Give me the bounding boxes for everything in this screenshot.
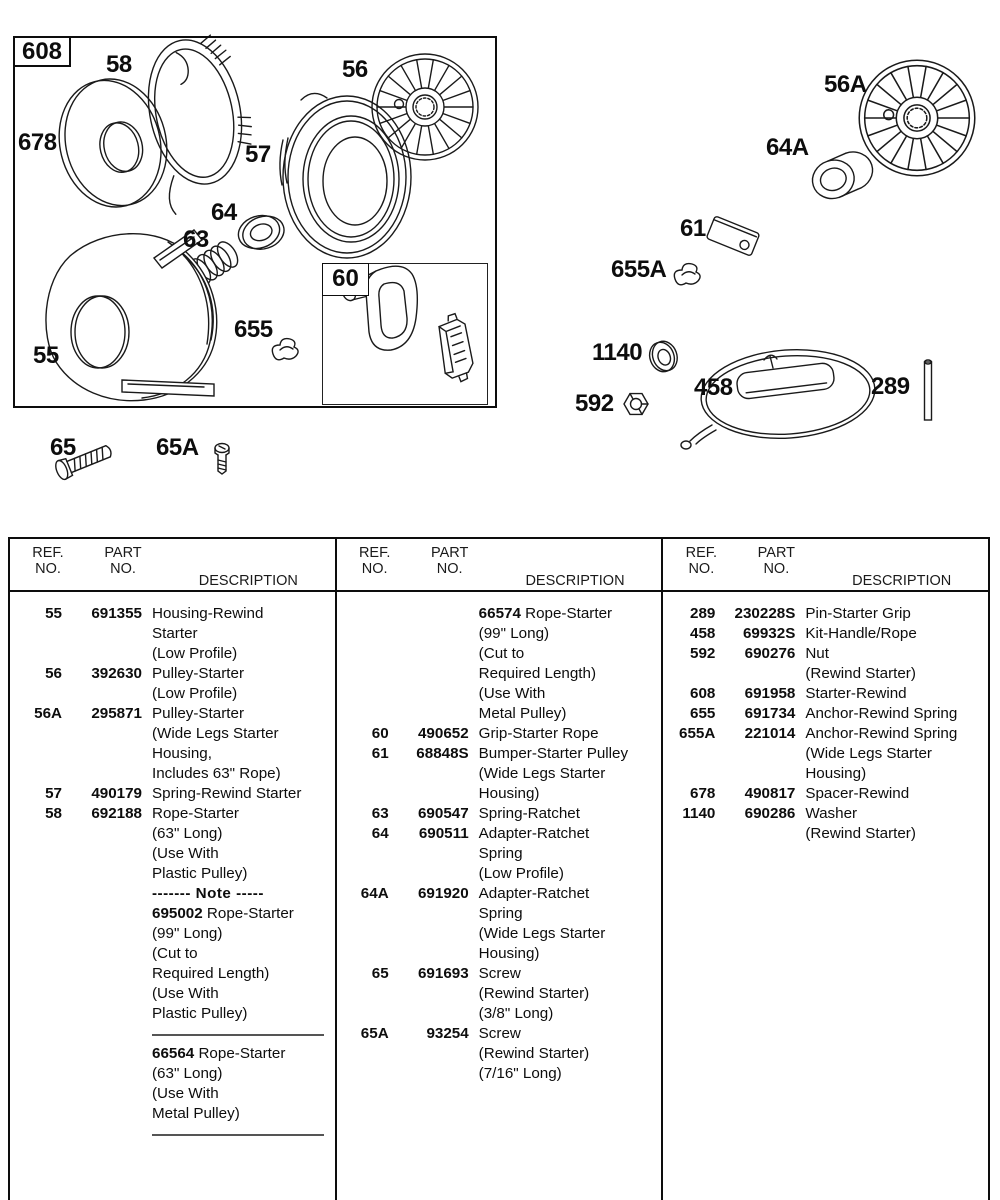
table-row (337, 964, 662, 984)
description: 66564 Rope-Starter (152, 1045, 286, 1062)
description: ------- Note ----- (152, 885, 264, 902)
ref-no (337, 844, 389, 864)
table-rule (10, 1124, 335, 1144)
part-no: 690276 (744, 645, 796, 662)
table-cont-line (337, 1064, 662, 1084)
table-row (337, 824, 662, 844)
part-no: 691693 (417, 965, 469, 982)
description: Adapter-Ratchet (478, 825, 590, 842)
table-cont-line (10, 1084, 335, 1104)
description: Anchor-Rewind Spring (805, 705, 958, 722)
table-header (10, 539, 335, 592)
part-no (389, 1004, 469, 1024)
ref-no (337, 864, 389, 884)
part-no: 691734 (744, 705, 796, 722)
part-no: 93254 (426, 1025, 469, 1042)
table-cont-line (10, 1004, 335, 1024)
part-no (62, 844, 142, 864)
table-column-3 (661, 539, 988, 1200)
ref-no: 58 (45, 805, 62, 822)
part-label-58: 58 (106, 51, 132, 78)
part-no: 68848S (416, 745, 469, 762)
part-label-65: 65 (50, 434, 76, 461)
ref-no (10, 824, 62, 844)
description: Bumper-Starter Pulley (478, 745, 629, 762)
ref-no (10, 924, 62, 944)
ref-no: 57 (45, 785, 62, 802)
table-cont-line (663, 664, 988, 684)
table-rule (10, 1024, 335, 1044)
description: (Rewind Starter) (805, 825, 916, 842)
table-row (663, 624, 988, 644)
part-no (62, 964, 142, 984)
part-no (62, 684, 142, 704)
table-cont-line (10, 1064, 335, 1084)
part-no (62, 924, 142, 944)
part-no (389, 1064, 469, 1084)
ref-no: 60 (371, 725, 389, 742)
header-description: DESCRIPTION (198, 573, 298, 589)
ref-no (663, 824, 715, 844)
description: (Low Profile) (478, 865, 564, 882)
ref-no (10, 684, 62, 704)
ref-no (10, 1044, 62, 1064)
ref-no (337, 1044, 389, 1064)
ref-no (10, 964, 62, 984)
ref-no (337, 704, 389, 724)
part-no: 691958 (744, 685, 796, 702)
part-label-61: 61 (680, 215, 706, 242)
part-label-64A: 64A (766, 134, 809, 161)
part-no (389, 984, 469, 1004)
ref-no: 655A (679, 725, 716, 742)
header-part-no: PART NO. (757, 545, 796, 577)
part-no (715, 824, 795, 844)
part-no: 690547 (417, 805, 469, 822)
ref-no (337, 924, 389, 944)
description: Plastic Pulley) (152, 865, 248, 882)
part-no: 490652 (417, 725, 469, 742)
part-no (389, 604, 469, 624)
part-no (715, 744, 795, 764)
table-cont-line (337, 644, 662, 664)
description: Required Length) (478, 665, 597, 682)
part-no (62, 644, 142, 664)
table-cont-line (10, 904, 335, 924)
ref-no: 64 (371, 825, 389, 842)
part-no: 221014 (744, 725, 796, 742)
part-no (389, 784, 469, 804)
description: Required Length) (152, 965, 270, 982)
part-no (389, 924, 469, 944)
part-no (389, 684, 469, 704)
description: (99" Long) (152, 925, 223, 942)
part-no (389, 944, 469, 964)
table-row (10, 804, 335, 824)
part-label-458: 458 (694, 374, 733, 401)
ref-no: 608 (690, 685, 716, 702)
table-row (663, 704, 988, 724)
description: 695002 Rope-Starter (152, 905, 294, 922)
part-no (62, 884, 142, 904)
table-row (10, 704, 335, 724)
description: Anchor-Rewind Spring (805, 725, 958, 742)
header-ref-no: REF. NO. (358, 545, 391, 577)
ref-no (337, 684, 389, 704)
table-cont-line (337, 1044, 662, 1064)
part-label-1140: 1140 (592, 339, 643, 366)
description: Spring (478, 845, 523, 862)
description: (Cut to (478, 645, 525, 662)
ref-no: 55 (45, 605, 62, 622)
ref-no: 64A (360, 885, 389, 902)
part-no (715, 764, 795, 784)
table-cont-line (337, 604, 662, 624)
ref-no: 56A (34, 705, 62, 722)
ref-no: 592 (690, 645, 716, 662)
part-label-678: 678 (18, 129, 57, 156)
header-description: DESCRIPTION (525, 573, 625, 589)
part-no (62, 624, 142, 644)
part-no (715, 664, 795, 684)
table-row (337, 724, 662, 744)
part-label-655: 655 (234, 316, 273, 343)
part-label-56A: 56A (824, 71, 867, 98)
table-row (663, 804, 988, 824)
ref-no: 56 (45, 665, 62, 682)
part-no: 230228S (734, 605, 796, 622)
table-column-1 (10, 539, 335, 1200)
description: Starter (152, 625, 198, 642)
description: Pin-Starter Grip (805, 605, 911, 622)
table-cont-line (663, 824, 988, 844)
ref-no (10, 1084, 62, 1104)
table-cont-line (10, 764, 335, 784)
part-no: 295871 (91, 705, 142, 722)
part-56A-pulley (859, 60, 975, 176)
diagram-area (0, 0, 1000, 530)
ref-no (10, 844, 62, 864)
description: Grip-Starter Rope (478, 725, 599, 742)
description: Pulley-Starter (152, 665, 245, 682)
ref-no (10, 744, 62, 764)
table-row (663, 684, 988, 704)
description: Spacer-Rewind (805, 785, 910, 802)
description: (Low Profile) (152, 645, 238, 662)
part-no (62, 764, 142, 784)
description: Housing-Rewind (152, 605, 264, 622)
description: Includes 63" Rope) (152, 765, 281, 782)
separator-line (152, 1034, 324, 1036)
description: Metal Pulley) (478, 705, 567, 722)
table-header (337, 539, 662, 592)
part-no: 69932S (742, 625, 796, 642)
header-part-no: PART NO. (104, 545, 142, 577)
ref-no: 678 (690, 785, 716, 802)
table-row (663, 644, 988, 664)
ref-no (10, 1004, 62, 1024)
description: (63" Long) (152, 1065, 223, 1082)
part-no (62, 824, 142, 844)
ref-no (663, 764, 715, 784)
description: Spring (478, 905, 523, 922)
part-no (389, 864, 469, 884)
description: (Rewind Starter) (478, 1045, 590, 1062)
description: Spring-Ratchet (478, 805, 580, 822)
table-cont-line (337, 944, 662, 964)
table-cont-line (10, 944, 335, 964)
description: Washer (805, 805, 858, 822)
part-no (389, 624, 469, 644)
description: (Cut to (152, 945, 198, 962)
description: (Rewind Starter) (805, 665, 916, 682)
table-cont-line (663, 744, 988, 764)
description: Spring-Rewind Starter (152, 785, 302, 802)
part-label-65A: 65A (156, 434, 199, 461)
ref-no (10, 944, 62, 964)
description: Screw (478, 965, 521, 982)
description: 66574 Rope-Starter (478, 605, 613, 622)
table-row (337, 804, 662, 824)
description: Plastic Pulley) (152, 1005, 248, 1022)
ref-no (337, 644, 389, 664)
part-no: 490817 (744, 785, 796, 802)
description: (Use With (152, 985, 219, 1002)
table-cont-line (337, 864, 662, 884)
table-cont-line (337, 924, 662, 944)
part-no: 392630 (91, 665, 142, 682)
table-row (337, 884, 662, 904)
description: Adapter-Ratchet (478, 885, 590, 902)
table-cont-line (10, 1044, 335, 1064)
ref-no (10, 1104, 62, 1124)
part-65A-screw (215, 444, 229, 475)
part-no (62, 1104, 142, 1124)
ref-no (663, 744, 715, 764)
description: (Wide Legs Starter (805, 745, 932, 762)
table-cont-line (337, 1004, 662, 1024)
table-cont-line (337, 984, 662, 1004)
part-label-64: 64 (211, 199, 237, 226)
part-64A-adapter (807, 147, 878, 204)
ref-no (10, 904, 62, 924)
table-row (337, 1024, 662, 1044)
part-289-pin (925, 360, 932, 420)
parts-table (8, 537, 990, 1200)
part-no (389, 704, 469, 724)
table-cont-line (337, 704, 662, 724)
ref-no: 458 (690, 625, 716, 642)
ref-no (10, 984, 62, 1004)
description: Starter-Rewind (805, 685, 907, 702)
description: Pulley-Starter (152, 705, 245, 722)
table-column-2 (335, 539, 662, 1200)
ref-no: 289 (690, 605, 716, 622)
table-cont-line (337, 844, 662, 864)
description: (Wide Legs Starter (152, 725, 279, 742)
table-cont-line (10, 1104, 335, 1124)
ref-no: 65 (371, 965, 389, 982)
description: (Use With (478, 685, 546, 702)
table-cont-line (10, 864, 335, 884)
part-no (389, 764, 469, 784)
part-label-289: 289 (871, 373, 910, 400)
table-cont-line (10, 844, 335, 864)
table-cont-line (10, 924, 335, 944)
ref-no: 1140 (682, 805, 716, 822)
ref-no: 63 (371, 805, 389, 822)
table-row (10, 664, 335, 684)
header-description: DESCRIPTION (852, 573, 952, 589)
part-label-55: 55 (33, 342, 59, 369)
table-cont-line (10, 964, 335, 984)
description: (99" Long) (478, 625, 550, 642)
table-row (663, 604, 988, 624)
ref-no: 655 (690, 705, 716, 722)
part-no (389, 644, 469, 664)
ref-no (10, 624, 62, 644)
ref-no (10, 1064, 62, 1084)
table-cont-line (10, 984, 335, 1004)
group-box-60-label: 60 (322, 263, 369, 296)
table-cont-line (10, 644, 335, 664)
part-no (62, 904, 142, 924)
ref-no (337, 764, 389, 784)
ref-no (337, 604, 389, 624)
part-no: 690286 (744, 805, 796, 822)
header-part-no: PART NO. (431, 545, 469, 577)
part-label-56: 56 (342, 56, 368, 83)
table-cont-line (663, 764, 988, 784)
description: Rope-Starter (152, 805, 239, 822)
part-no (389, 1044, 469, 1064)
description: Kit-Handle/Rope (805, 625, 917, 642)
part-no: 690511 (418, 825, 469, 842)
table-cont-line (10, 824, 335, 844)
ref-no (337, 1064, 389, 1084)
part-no: 692188 (91, 805, 142, 822)
part-no (389, 844, 469, 864)
ref-no: 65A (360, 1025, 389, 1042)
part-label-63: 63 (183, 226, 209, 253)
table-row (10, 604, 335, 624)
part-no: 490179 (91, 785, 142, 802)
part-no (62, 1084, 142, 1104)
group-box-608-label: 608 (13, 36, 71, 67)
part-no (62, 944, 142, 964)
ref-no (337, 784, 389, 804)
description: (3/8" Long) (478, 1005, 554, 1022)
description: (Low Profile) (152, 685, 238, 702)
part-no (62, 1064, 142, 1084)
ref-no (10, 724, 62, 744)
part-no: 691920 (417, 885, 469, 902)
header-ref-no: REF. NO. (32, 545, 64, 577)
ref-no (337, 984, 389, 1004)
table-cont-line (10, 884, 335, 904)
table-cont-line (10, 744, 335, 764)
part-label-592: 592 (575, 390, 614, 417)
table-cont-line (10, 724, 335, 744)
table-cont-line (337, 904, 662, 924)
part-592-nut (624, 394, 648, 415)
part-no (389, 904, 469, 924)
ref-no (10, 644, 62, 664)
part-61-bumper (706, 216, 759, 256)
table-header (663, 539, 988, 592)
description: (7/16" Long) (478, 1065, 562, 1082)
table-row (337, 744, 662, 764)
part-label-655A: 655A (611, 256, 667, 283)
table-cont-line (10, 624, 335, 644)
part-655A-anchor-spring (674, 264, 700, 285)
description: Housing, (152, 745, 212, 762)
part-label-57: 57 (245, 141, 271, 168)
table-cont-line (337, 684, 662, 704)
ref-no (337, 664, 389, 684)
table-row (10, 784, 335, 804)
part-no (62, 984, 142, 1004)
description: Housing) (805, 765, 867, 782)
description: Housing) (478, 945, 540, 962)
part-no: 691355 (91, 605, 142, 622)
ref-no (10, 764, 62, 784)
ref-no (337, 1004, 389, 1024)
ref-no (337, 944, 389, 964)
description: Metal Pulley) (152, 1105, 240, 1122)
part-no (62, 724, 142, 744)
table-row (663, 724, 988, 744)
table-row (663, 784, 988, 804)
part-no (62, 864, 142, 884)
ref-no (10, 864, 62, 884)
description: (Rewind Starter) (478, 985, 590, 1002)
description: (Wide Legs Starter (478, 765, 606, 782)
ref-no (10, 884, 62, 904)
ref-no (663, 664, 715, 684)
ref-no: 61 (371, 745, 389, 762)
table-cont-line (337, 764, 662, 784)
part-no (62, 1004, 142, 1024)
ref-no (337, 624, 389, 644)
part-no (62, 1044, 142, 1064)
header-ref-no: REF. NO. (685, 545, 718, 577)
part-no (389, 664, 469, 684)
description: (63" Long) (152, 825, 223, 842)
part-no (62, 744, 142, 764)
description: (Wide Legs Starter (478, 925, 606, 942)
table-cont-line (337, 624, 662, 644)
separator-line (152, 1134, 324, 1136)
description: (Use With (152, 845, 219, 862)
part-1140-washer (646, 338, 682, 375)
table-cont-line (10, 684, 335, 704)
description: Nut (805, 645, 829, 662)
table-cont-line (337, 664, 662, 684)
ref-no (337, 904, 389, 924)
description: (Use With (152, 1085, 219, 1102)
description: Screw (478, 1025, 521, 1042)
table-cont-line (337, 784, 662, 804)
description: Housing) (478, 785, 540, 802)
